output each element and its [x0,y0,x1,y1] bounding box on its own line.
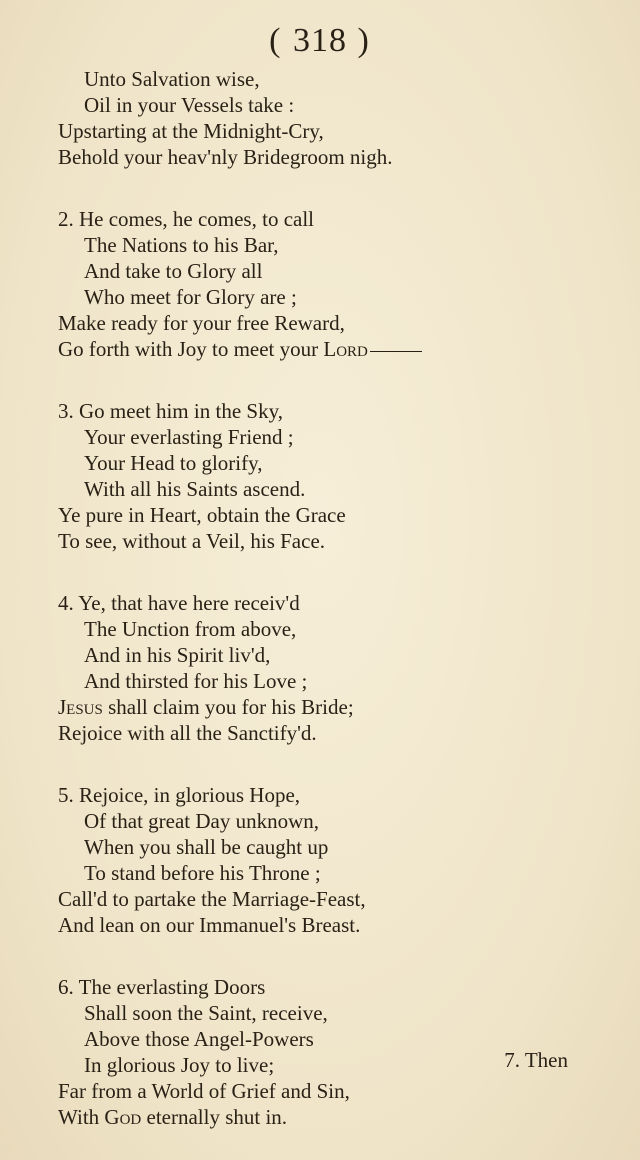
stanza-1 [58,66,598,170]
verse-line: Rejoice with all the Sanctify'd. [58,721,317,745]
verse-line: He comes, he comes, to call [79,207,314,231]
stanza-number: 6. [58,975,74,999]
verse-line: Your everlasting Friend ; [84,425,294,449]
page-header [0,22,640,60]
verse-line: Oil in your Vessels take : [84,93,295,117]
stanza-3 [58,398,598,554]
catchword: 7. Then [504,1048,568,1072]
em-dash [370,351,422,352]
verse-line: To see, without a Veil, his Face. [58,529,326,553]
verse-line: Of that great Day unknown, [84,809,320,833]
verse-line: Call'd to partake the Marriage-Feast, [58,887,366,911]
verse-line: Go meet him in the Sky, [79,399,283,423]
header-paren-open: ( [269,22,283,59]
verse-line: Above those Angel-Powers [84,1027,314,1051]
verse-line: eternally shut in. [146,1105,288,1129]
verse-line: To stand before his Throne ; [84,861,321,885]
verse-line: Unto Salvation wise, [84,67,260,91]
verse-line: With [58,1105,100,1129]
verse-line: When you shall be caught up [84,835,329,859]
verse-line: Ye pure in Heart, obtain the Grace [58,503,346,527]
god-word: God [104,1105,142,1129]
verse-line: Your Head to glorify, [84,451,263,475]
verse-line: In glorious Joy to live; [84,1053,275,1077]
stanza-number: 2. [58,207,74,231]
verse-line: Shall soon the Saint, receive, [84,1001,328,1025]
verse-line: Make ready for your free Reward, [58,311,345,335]
verse-line: Ye, that have here receiv'd [78,591,300,615]
stanza-number: 3. [58,399,74,423]
verse-line: Upstarting at the Midnight-Cry, [58,119,324,143]
verse-line: Go forth with Joy to meet your [58,337,319,361]
verse-line: The everlasting Doors [78,975,266,999]
verse-line: Rejoice, in glorious Hope, [79,783,301,807]
verse-line: And take to Glory all [84,259,263,283]
verse-line: shall claim you for his Bride; [108,695,354,719]
page-number: 318 [293,22,347,59]
stanza-4 [58,590,598,746]
verse-line: Who meet for Glory are ; [84,285,297,309]
stanza-number: 4. [58,591,74,615]
verse-line: Far from a World of Grief and Sin, [58,1079,350,1103]
verse-line: And lean on our Immanuel's Breast. [58,913,361,937]
stanza-2 [58,206,598,362]
hymn-text [58,66,598,1130]
stanza-5 [58,782,598,938]
verse-line: Behold your heav'nly Bridegroom nigh. [58,145,393,169]
stanza-number: 5. [58,783,74,807]
jesus-word: Jesus [58,695,103,719]
lord-word: Lord [323,337,368,361]
verse-line: And thirsted for his Love ; [84,669,308,693]
verse-line: And in his Spirit liv'd, [84,643,271,667]
verse-line: With all his Saints ascend. [84,477,306,501]
verse-line: The Unction from above, [84,617,297,641]
verse-line: The Nations to his Bar, [84,233,279,257]
header-paren-close: ) [357,22,371,59]
